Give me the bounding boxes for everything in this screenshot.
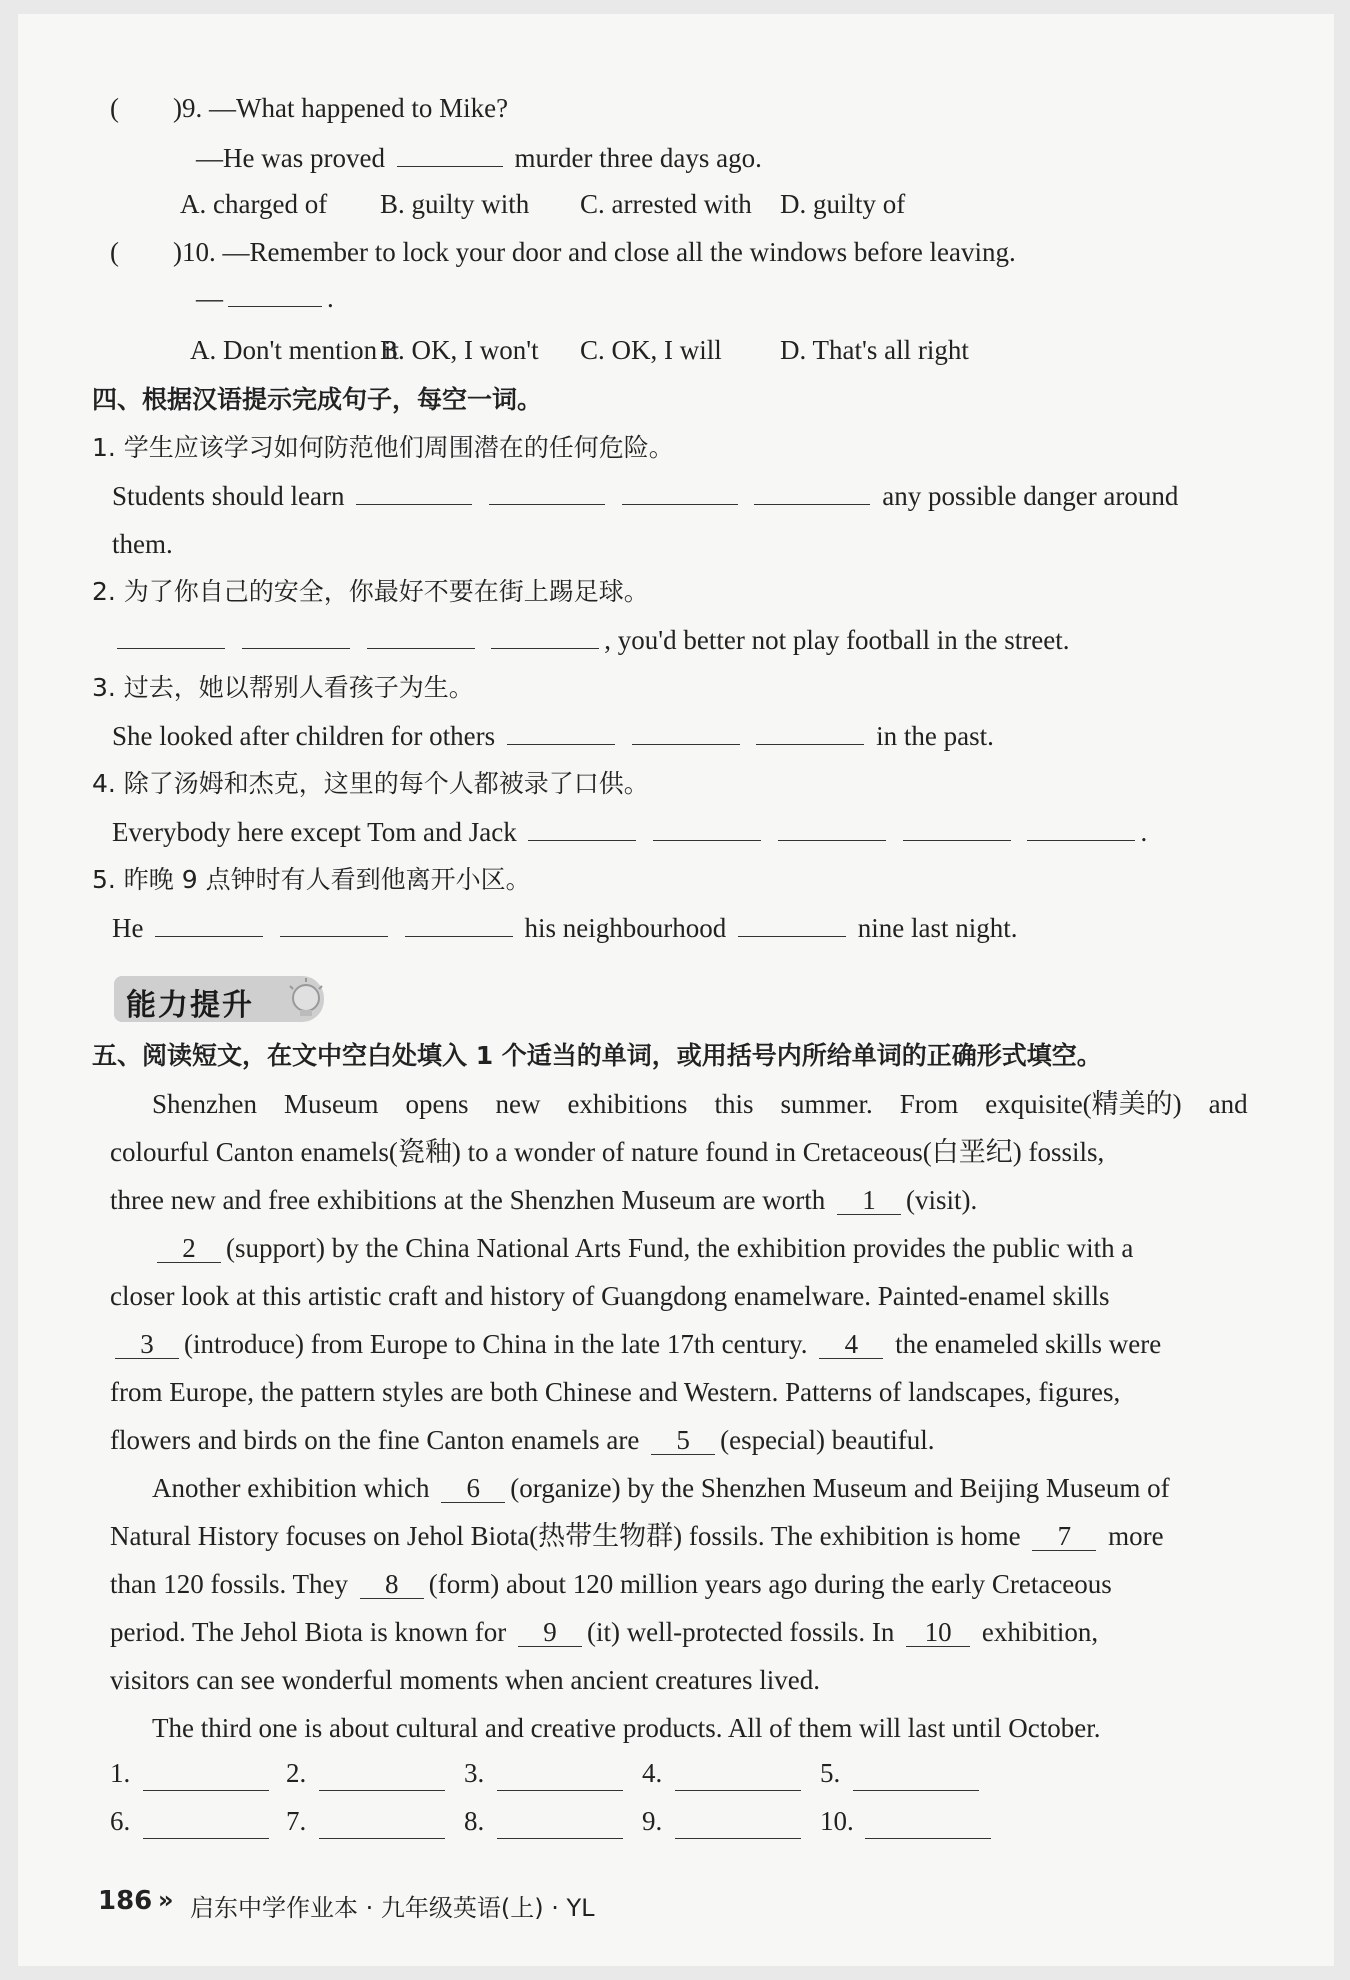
- answer-blank-8[interactable]: [497, 1812, 623, 1839]
- answer-blank-6[interactable]: [143, 1812, 269, 1839]
- s5-p2-text: (especial) beautiful.: [720, 1425, 935, 1455]
- s5-p2-line4: from Europe, the pattern styles are both Chinese and Western. Patterns of landscapes, figures,: [110, 1377, 1121, 1407]
- s4-item3-text-a: She looked after children for others: [112, 721, 496, 751]
- s5-blank-8: 8: [360, 1570, 424, 1599]
- s4-item3-en: [112, 716, 994, 756]
- answer-label: 9.: [642, 1806, 663, 1836]
- s4-item1-blank[interactable]: [754, 478, 870, 505]
- s5-blank-2: 2: [157, 1234, 221, 1263]
- s4-item4-text-a: Everybody here except Tom and Jack: [112, 817, 517, 847]
- s4-item1-blank[interactable]: [356, 478, 472, 505]
- q10-option-a[interactable]: A. Don't mention it: [190, 335, 399, 365]
- q10-question: —Remember to lock your door and close all the windows before leaving.: [222, 237, 1016, 267]
- s5-p2-line2: closer look at this artistic craft and history of Guangdong enamelware. Painted-enamel skills: [110, 1281, 1110, 1311]
- answer-blank-9[interactable]: [675, 1812, 801, 1839]
- q10-option-d[interactable]: D. That's all right: [780, 335, 969, 365]
- s4-item4-blank[interactable]: [778, 814, 886, 841]
- s5-blank-9: 9: [518, 1618, 582, 1647]
- s4-item5-text-a: He: [112, 913, 144, 943]
- q9-options: [18, 184, 1334, 224]
- worksheet-page: [18, 14, 1334, 1966]
- s4-item4-text-b: .: [1140, 817, 1148, 847]
- q10-reply-prefix: —: [196, 283, 223, 313]
- s5-p3-text: period. The Jehol Biota is known for: [110, 1617, 507, 1647]
- answer-label: 10.: [820, 1806, 854, 1836]
- q9-option-a[interactable]: A. charged of: [180, 189, 328, 219]
- answer-label: 4.: [642, 1758, 663, 1788]
- s4-item5-text-b: his neighbourhood: [524, 913, 727, 943]
- s4-item1-en: [112, 476, 1178, 516]
- s4-item3-blank[interactable]: [507, 718, 615, 745]
- s5-blank-7: 7: [1032, 1522, 1096, 1551]
- q10-option-c[interactable]: C. OK, I will: [580, 335, 722, 365]
- s4-item2-blank[interactable]: [242, 622, 350, 649]
- s4-item5-blank[interactable]: [155, 910, 263, 937]
- q10-question-line: [110, 232, 1016, 272]
- s5-p3-line1: [152, 1468, 1170, 1508]
- s5-p2-text: flowers and birds on the fine Canton enamels are: [110, 1425, 640, 1455]
- s5-p3-text: (it) well-protected fossils. In: [586, 1617, 895, 1647]
- answer-blank-1[interactable]: [143, 1764, 269, 1791]
- q9-bracket: ( )9.: [110, 93, 203, 123]
- s4-item1-text-b: any possible danger around: [882, 481, 1179, 511]
- answer-blank-7[interactable]: [319, 1812, 445, 1839]
- s5-p2-text: (introduce) from Europe to China in the late 17th century.: [184, 1329, 808, 1359]
- s4-item5-blank[interactable]: [280, 910, 388, 937]
- answer-blank-3[interactable]: [497, 1764, 623, 1791]
- q10-reply-suffix: .: [327, 283, 334, 313]
- answer-blank-4[interactable]: [675, 1764, 801, 1791]
- answer-label: 8.: [464, 1806, 485, 1836]
- s5-p3-line2: [110, 1516, 1164, 1556]
- q9-option-c[interactable]: C. arrested with: [580, 189, 752, 219]
- s4-item2-blank[interactable]: [491, 622, 599, 649]
- s4-item4-en: [112, 812, 1147, 852]
- s5-blank-4: 4: [819, 1330, 883, 1359]
- s5-p3-text: than 120 fossils. They: [110, 1569, 348, 1599]
- s4-item1-blank[interactable]: [622, 478, 738, 505]
- s4-item2-blank[interactable]: [117, 622, 225, 649]
- s5-p2-text: (support) by the China National Arts Fund, the exhibition provides the public with a: [226, 1233, 1134, 1263]
- s5-blank-10: 10: [906, 1618, 970, 1647]
- s5-p1-text: (visit).: [906, 1185, 978, 1215]
- s5-blank-6: 6: [441, 1474, 505, 1503]
- answer-label: 6.: [110, 1806, 131, 1836]
- s5-blank-3: 3: [115, 1330, 179, 1359]
- s5-p4: The third one is about cultural and creative products. All of them will last until October.: [152, 1713, 1101, 1743]
- s4-item2-en: [112, 620, 1070, 660]
- s5-p3-text: Another exhibition which: [152, 1473, 430, 1503]
- q9-option-b[interactable]: B. guilty with: [380, 189, 530, 219]
- s4-item1-text-a: Students should learn: [112, 481, 345, 511]
- s4-item5-cn: 5. 昨晚 9 点钟时有人看到他离开小区。: [92, 865, 531, 894]
- s4-item4-cn: 4. 除了汤姆和杰克，这里的每个人都被录了口供。: [92, 769, 649, 798]
- q9-question: —What happened to Mike?: [208, 93, 509, 123]
- book-title: 启东中学作业本 · 九年级英语(上) · YL: [190, 1894, 595, 1922]
- answer-label: 3.: [464, 1758, 485, 1788]
- ability-banner-title: 能力提升: [126, 988, 254, 1023]
- s5-blank-5: 5: [651, 1426, 715, 1455]
- section4-heading: 四、根据汉语提示完成句子，每空一词。: [92, 385, 543, 414]
- answer-blank-2[interactable]: [319, 1764, 445, 1791]
- answer-label: 1.: [110, 1758, 131, 1788]
- q10-bracket: ( )10.: [110, 237, 216, 267]
- s4-item5-text-c: nine last night.: [857, 913, 1018, 943]
- s5-p1-line2: colourful Canton enamels(瓷釉) to a wonder of nature found in Cretaceous(白垩纪) fossils,: [110, 1137, 1105, 1167]
- answer-label: 5.: [820, 1758, 841, 1788]
- s4-item5-en: [112, 908, 1017, 948]
- s4-item4-blank[interactable]: [1027, 814, 1135, 841]
- q9-reply-a: —He was proved: [196, 143, 385, 173]
- s4-item3-text-b: in the past.: [876, 721, 994, 751]
- s4-item1-text-c: them.: [112, 529, 173, 559]
- s5-p3-text: (form) about 120 million years ago during the early Cretaceous: [428, 1569, 1112, 1599]
- q10-blank[interactable]: [228, 280, 322, 307]
- s5-p1-line3: [110, 1180, 977, 1220]
- s4-item2-text-b: , you'd better not play football in the street.: [604, 625, 1070, 655]
- s4-item3-blank[interactable]: [632, 718, 740, 745]
- s5-p2-line1: [152, 1228, 1133, 1268]
- s5-p2-line3: [110, 1324, 1161, 1364]
- chevron-right-icon: »: [158, 1886, 174, 1914]
- q9-reply-line: [196, 138, 762, 178]
- s4-item4-blank[interactable]: [653, 814, 761, 841]
- page-number: 186: [98, 1886, 153, 1916]
- answer-label: 7.: [286, 1806, 307, 1836]
- s5-p2-line5: [110, 1420, 935, 1460]
- s4-item5-blank[interactable]: [405, 910, 513, 937]
- s5-p3-line5: visitors can see wonderful moments when ancient creatures lived.: [110, 1665, 821, 1695]
- q10-reply-line: [196, 278, 334, 318]
- s5-p3-text: Natural History focuses on Jehol Biota(热带生物群) fossils. The exhibition is home: [110, 1521, 1021, 1551]
- s5-p2-text: the enameled skills were: [895, 1329, 1162, 1359]
- q9-reply-b: murder three days ago.: [514, 143, 762, 173]
- q10-option-b[interactable]: B. OK, I won't: [380, 335, 539, 365]
- s5-blank-1: 1: [837, 1186, 901, 1215]
- answer-label: 2.: [286, 1758, 307, 1788]
- s5-p3-text: more: [1108, 1521, 1164, 1551]
- s4-item4-blank[interactable]: [903, 814, 1011, 841]
- s4-item3-cn: 3. 过去，她以帮别人看孩子为生。: [92, 673, 474, 702]
- lightbulb-icon: [284, 976, 328, 1022]
- s5-p3-text: exhibition,: [981, 1617, 1099, 1647]
- s5-p1-text: three new and free exhibitions at the Shenzhen Museum are worth: [110, 1185, 826, 1215]
- s5-p3-text: (organize) by the Shenzhen Museum and Beijing Museum of: [510, 1473, 1170, 1503]
- s4-item3-blank[interactable]: [756, 718, 864, 745]
- s4-item4-blank[interactable]: [528, 814, 636, 841]
- answer-blank-5[interactable]: [853, 1764, 979, 1791]
- q9-question-line: [110, 88, 508, 128]
- section5-heading: 五、阅读短文，在文中空白处填入 1 个适当的单词，或用括号内所给单词的正确形式填空。: [92, 1041, 1102, 1070]
- s4-item1-blank[interactable]: [489, 478, 605, 505]
- q9-option-d[interactable]: D. guilty of: [780, 189, 906, 219]
- s4-item5-blank[interactable]: [738, 910, 846, 937]
- q10-options: [18, 330, 1334, 370]
- s4-item1-cn: 1. 学生应该学习如何防范他们周围潜在的任何危险。: [92, 433, 674, 462]
- answer-blank-10[interactable]: [865, 1812, 991, 1839]
- s5-p3-line4: [110, 1612, 1098, 1652]
- s4-item2-blank[interactable]: [367, 622, 475, 649]
- s5-p1-line1: Shenzhen Museum opens new exhibitions this summer. From exquisite(精美的) and: [152, 1089, 1248, 1119]
- s5-p3-line3: [110, 1564, 1112, 1604]
- s4-item2-cn: 2. 为了你自己的安全，你最好不要在街上踢足球。: [92, 577, 649, 606]
- q9-blank[interactable]: [397, 140, 503, 167]
